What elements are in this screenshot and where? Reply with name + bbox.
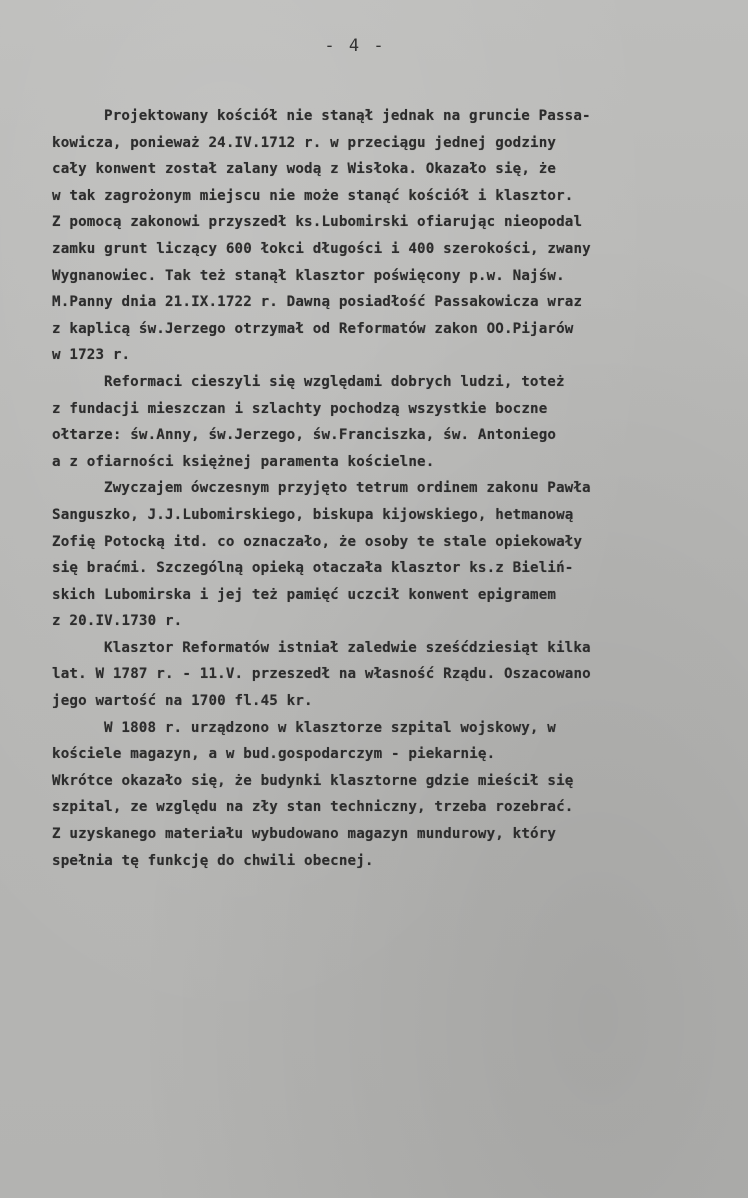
paragraph bbox=[52, 475, 722, 635]
text-line: Reformaci cieszyli się względami dobrych ludzi, toteż bbox=[104, 373, 565, 390]
text-line: z 20.IV.1730 r. bbox=[52, 613, 183, 630]
paragraph bbox=[52, 369, 722, 475]
text-line: Z pomocą zakonowi przyszedł ks.Lubomirski ofiarując nieopodal bbox=[52, 214, 583, 231]
text-line: Klasztor Reformatów istniał zaledwie sześćdziesiąt kilka bbox=[104, 639, 591, 656]
document-body bbox=[52, 103, 722, 874]
text-line: się braćmi. Szczególną opieką otaczała klasztor ks.z Bieliń- bbox=[52, 560, 574, 577]
text-line: M.Panny dnia 21.IX.1722 r. Dawną posiadłość Passakowicza wraz bbox=[52, 294, 583, 311]
paragraph bbox=[52, 635, 722, 715]
text-line: z kaplicą św.Jerzego otrzymał od Reformatów zakon OO.Pijarów bbox=[52, 320, 574, 337]
text-line: jego wartość na 1700 fl.45 kr. bbox=[52, 693, 313, 710]
text-line: Projektowany kościół nie stanął jednak na gruncie Passa- bbox=[104, 108, 591, 124]
text-line: Z uzyskanego materiału wybudowano magazyn mundurowy, który bbox=[52, 826, 557, 843]
text-line: w tak zagrożonym miejscu nie może stanąć kościół i klasztor. bbox=[52, 187, 574, 204]
text-line: kowicza, ponieważ 24.IV.1712 r. w przeciągu jednej godziny bbox=[52, 134, 557, 151]
text-line: Wkrótce okazało się, że budynki klasztorne gdzie mieścił się bbox=[52, 772, 574, 789]
text-line: szpital, ze względu na zły stan techniczny, trzeba rozebrać. bbox=[52, 799, 574, 816]
text-line: ołtarze: św.Anny, św.Jerzego, św.Franciszka, św. Antoniego bbox=[52, 427, 557, 444]
text-line: Zwyczajem ówczesnym przyjęto tetrum ordinem zakonu Pawła bbox=[104, 480, 591, 497]
text-line: spełnia tę funkcję do chwili obecnej. bbox=[52, 852, 374, 869]
text-line: z fundacji mieszczan i szlachty pochodzą wszystkie boczne bbox=[52, 400, 548, 417]
text-line: skich Lubomirska i jej też pamięć uczcił konwent epigramem bbox=[52, 586, 557, 603]
text-line: Wygnanowiec. Tak też stanął klasztor poświęcony p.w. Najśw. bbox=[52, 267, 565, 284]
paragraph bbox=[52, 103, 722, 369]
text-line: cały konwent został zalany wodą z Wisłoka. Okazało się, że bbox=[52, 161, 557, 178]
text-line: Zofię Potocką itd. co oznaczało, że osoby te stale opiekowały bbox=[52, 533, 583, 550]
text-line: Sanguszko, J.J.Lubomirskiego, biskupa kijowskiego, hetmanową bbox=[52, 506, 574, 523]
text-line: zamku grunt liczący 600 łokci długości i 400 szerokości, zwany bbox=[52, 240, 591, 257]
paragraph bbox=[52, 715, 722, 875]
text-line: a z ofiarności księżnej paramenta kościelne. bbox=[52, 453, 435, 470]
text-line: W 1808 r. urządzono w klasztorze szpital wojskowy, w bbox=[104, 719, 556, 736]
text-line: lat. W 1787 r. - 11.V. przeszedł na własność Rządu. Oszacowano bbox=[52, 666, 591, 683]
text-line: w 1723 r. bbox=[52, 347, 131, 364]
text-line: kościele magazyn, a w bud.gospodarczym - piekarnię. bbox=[52, 746, 496, 763]
page-number: - 4 - bbox=[324, 36, 386, 56]
